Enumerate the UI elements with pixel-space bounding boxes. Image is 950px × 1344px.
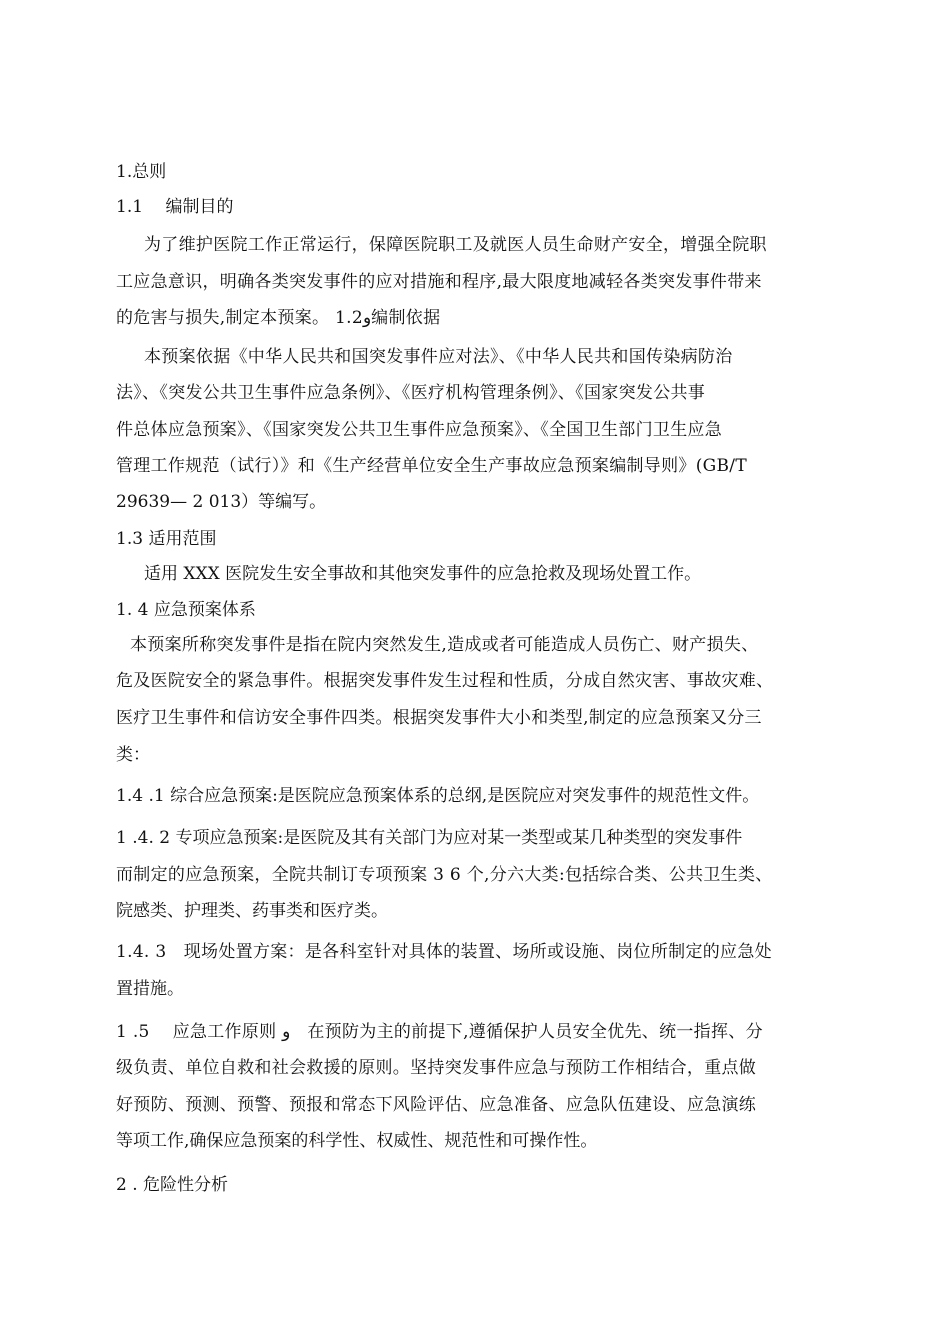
heading-1-4-2: 1 .4. 2 专项应急预案:是医院及其有关部门为应对某一类型或某几种类型的突发事件 bbox=[116, 828, 743, 848]
paragraph-line: 29639— 2 013）等编写。 bbox=[116, 492, 327, 512]
heading-1-1: 1.1 编制目的 bbox=[116, 197, 234, 217]
heading-2: 2 . 危险性分析 bbox=[116, 1175, 229, 1195]
paragraph-line: 的危害与损失,制定本预案。 1.2و编制依据 bbox=[116, 308, 441, 328]
heading-1-4-1: 1.4 .1 综合应急预案:是医院应急预案体系的总纲,是医院应对突发事件的规范性文件。 bbox=[116, 786, 760, 806]
heading-1-3: 1.3 适用范围 bbox=[116, 529, 217, 549]
paragraph-line: 而制定的应急预案，全院共制订专项预案 3 6 个,分六大类:包括综合类、公共卫生类、 bbox=[116, 865, 773, 885]
paragraph-line: 好预防、预测、预警、预报和常态下风险评估、应急准备、应急队伍建设、应急演练 bbox=[116, 1095, 757, 1115]
paragraph-line: 管理工作规范（试行）》和《生产经营单位安全生产事故应急预案编制导则》(GB/T bbox=[116, 456, 747, 476]
heading-1-4: 1. 4 应急预案体系 bbox=[116, 600, 256, 620]
paragraph-line: 法》、《突发公共卫生事件应急条例》、《医疗机构管理条例》、《国家突发公共事 bbox=[116, 383, 706, 403]
paragraph-line: 等项工作,确保应急预案的科学性、权威性、规范性和可操作性。 bbox=[116, 1131, 598, 1151]
paragraph-line: 本预案依据《中华人民共和国突发事件应对法》、《中华人民共和国传染病防治 bbox=[144, 347, 733, 367]
paragraph-line: 适用 XXX 医院发生安全事故和其他突发事件的应急抢救及现场处置工作。 bbox=[144, 564, 702, 584]
paragraph-line: 置措施。 bbox=[116, 979, 184, 999]
paragraph-line: 危及医院安全的紧急事件。根据突发事件发生过程和性质，分成自然灾害、事故灾难、 bbox=[116, 671, 774, 691]
paragraph-line: 工应急意识，明确各类突发事件的应对措施和程序,最大限度地减轻各类突发事件带来 bbox=[116, 272, 762, 292]
paragraph-line: 本预案所称突发事件是指在院内突然发生,造成或者可能造成人员伤亡、财产损失、 bbox=[130, 635, 759, 655]
heading-1-5: 1 .5 应急工作原则 و 在预防为主的前提下,遵循保护人员安全优先、统一指挥、分 bbox=[116, 1022, 763, 1042]
paragraph-line: 级负责、单位自救和社会救援的原则。坚持突发事件应急与预防工作相结合，重点做 bbox=[116, 1058, 757, 1078]
paragraph-line: 为了维护医院工作正常运行，保障医院职工及就医人员生命财产安全，增强全院职 bbox=[144, 235, 767, 255]
paragraph-line: 类： bbox=[116, 745, 150, 765]
paragraph-line: 院感类、护理类、药事类和医疗类。 bbox=[116, 901, 388, 921]
paragraph-line: 医疗卫生事件和信访安全事件四类。根据突发事件大小和类型,制定的应急预案又分三 bbox=[116, 708, 762, 728]
heading-1-4-3: 1.4. 3 现场处置方案：是各科室针对具体的装置、场所或设施、岗位所制定的应急处 bbox=[116, 942, 772, 962]
paragraph-line: 件总体应急预案》、《国家突发公共卫生事件应急预案》、《全国卫生部门卫生应急 bbox=[116, 420, 723, 440]
heading-1: 1.总则 bbox=[116, 162, 167, 182]
